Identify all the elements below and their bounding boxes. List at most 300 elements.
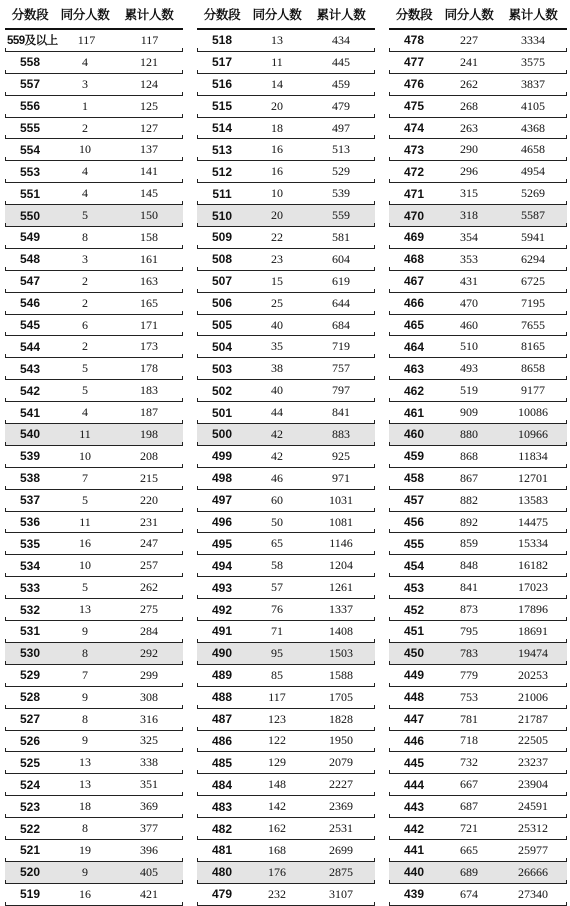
table-row <box>197 336 375 358</box>
cumulative-cell: 369 <box>140 799 158 814</box>
header-cumulative-count: 累计人数 <box>508 7 558 22</box>
score-cell: 486 <box>211 733 233 748</box>
same-count-cell: 665 <box>460 842 478 857</box>
table-row <box>197 161 375 183</box>
score-cell: 542 <box>19 383 41 398</box>
header-cumulative-count: 累计人数 <box>124 7 174 22</box>
same-count-cell: 8 <box>82 229 88 244</box>
same-count-cell: 15 <box>271 273 283 288</box>
score-cell: 454 <box>403 558 425 573</box>
score-cell: 442 <box>403 821 425 836</box>
score-cell: 513 <box>211 142 233 157</box>
cumulative-cell: 459 <box>332 76 350 91</box>
table-row <box>389 818 567 840</box>
same-count-cell: 129 <box>268 755 286 770</box>
cumulative-cell: 163 <box>140 273 158 288</box>
cumulative-cell: 10086 <box>518 405 548 420</box>
same-count-cell: 117 <box>268 689 286 704</box>
table-row <box>5 665 183 687</box>
score-cell: 488 <box>211 690 233 705</box>
same-count-cell: 4 <box>82 405 88 420</box>
score-cell: 526 <box>19 733 41 748</box>
table-row <box>5 30 183 52</box>
cumulative-cell: 1588 <box>329 667 353 682</box>
cumulative-cell: 421 <box>140 886 158 901</box>
cumulative-cell: 644 <box>332 295 350 310</box>
same-count-cell: 42 <box>271 426 283 441</box>
score-cell: 522 <box>19 821 41 836</box>
score-cell: 558 <box>19 55 41 70</box>
same-count-cell: 142 <box>268 799 286 814</box>
same-count-cell: 13 <box>79 755 91 770</box>
table-row <box>389 183 567 205</box>
cumulative-cell: 18691 <box>518 623 548 638</box>
table-row <box>197 118 375 140</box>
table-row <box>197 249 375 271</box>
table-header <box>389 0 567 30</box>
table-row <box>389 315 567 337</box>
cumulative-cell: 2079 <box>329 755 353 770</box>
same-count-cell: 22 <box>271 229 283 244</box>
table-row <box>197 818 375 840</box>
table-row <box>5 752 183 774</box>
score-cell: 468 <box>403 252 425 267</box>
table-row <box>389 424 567 446</box>
cumulative-cell: 14475 <box>518 514 548 529</box>
cumulative-cell: 1146 <box>329 536 353 551</box>
score-cell: 461 <box>403 405 425 420</box>
same-count-cell: 16 <box>79 536 91 551</box>
same-count-cell: 10 <box>79 558 91 573</box>
score-cell: 511 <box>212 186 232 201</box>
score-cell: 489 <box>211 668 233 683</box>
same-count-cell: 2 <box>82 295 88 310</box>
score-cell: 536 <box>19 515 41 530</box>
table-row <box>5 402 183 424</box>
score-cell: 467 <box>403 274 425 289</box>
table-row <box>197 424 375 446</box>
same-count-cell: 76 <box>271 602 283 617</box>
cumulative-cell: 338 <box>140 755 158 770</box>
same-count-cell: 50 <box>271 514 283 529</box>
cumulative-cell: 4368 <box>521 120 545 135</box>
score-cell: 451 <box>403 624 425 639</box>
table-row <box>389 468 567 490</box>
cumulative-cell: 1031 <box>329 492 353 507</box>
cumulative-cell: 7195 <box>521 295 545 310</box>
cumulative-cell: 325 <box>140 733 158 748</box>
cumulative-cell: 137 <box>140 142 158 157</box>
cumulative-cell: 883 <box>332 426 350 441</box>
cumulative-cell: 581 <box>332 229 350 244</box>
same-count-cell: 14 <box>271 76 283 91</box>
table-row <box>5 512 183 534</box>
same-count-cell: 848 <box>460 558 478 573</box>
table-row <box>197 96 375 118</box>
same-count-cell: 10 <box>271 186 283 201</box>
cumulative-cell: 121 <box>140 54 158 69</box>
table-row <box>5 205 183 227</box>
table-row <box>197 139 375 161</box>
score-cell: 463 <box>403 361 425 376</box>
same-count-cell: 687 <box>460 799 478 814</box>
same-count-cell: 841 <box>460 580 478 595</box>
table-row <box>5 227 183 249</box>
score-cell: 497 <box>211 493 233 508</box>
cumulative-cell: 2369 <box>329 799 353 814</box>
cumulative-cell: 8658 <box>521 361 545 376</box>
score-cell: 512 <box>211 164 233 179</box>
score-cell: 559及以上 <box>7 35 58 48</box>
score-cell: 543 <box>19 361 41 376</box>
same-count-cell: 58 <box>271 558 283 573</box>
table-row <box>197 402 375 424</box>
cumulative-cell: 20253 <box>518 667 548 682</box>
score-cell: 446 <box>403 733 425 748</box>
cumulative-cell: 178 <box>140 361 158 376</box>
score-cell: 507 <box>211 274 233 289</box>
table-row <box>5 818 183 840</box>
cumulative-cell: 141 <box>140 164 158 179</box>
cumulative-cell: 150 <box>140 208 158 223</box>
same-count-cell: 8 <box>82 711 88 726</box>
score-cell: 533 <box>19 580 41 595</box>
score-cell: 541 <box>19 405 41 420</box>
score-cell: 521 <box>19 843 41 858</box>
table-row <box>389 30 567 52</box>
table-row <box>197 774 375 796</box>
cumulative-cell: 308 <box>140 689 158 704</box>
cumulative-cell: 529 <box>332 164 350 179</box>
score-cell: 508 <box>211 252 233 267</box>
cumulative-cell: 619 <box>332 273 350 288</box>
score-cell: 453 <box>403 580 425 595</box>
cumulative-cell: 171 <box>140 317 158 332</box>
same-count-cell: 354 <box>460 229 478 244</box>
score-cell: 504 <box>211 339 233 354</box>
same-count-cell: 5 <box>82 383 88 398</box>
table-row <box>197 731 375 753</box>
score-cell: 510 <box>211 208 233 223</box>
score-cell: 506 <box>211 296 233 311</box>
header-same-score-count: 同分人数 <box>252 7 302 22</box>
same-count-cell: 296 <box>460 164 478 179</box>
cumulative-cell: 5269 <box>521 186 545 201</box>
same-count-cell: 1 <box>82 98 88 113</box>
cumulative-cell: 559 <box>332 208 350 223</box>
score-cell: 443 <box>403 799 425 814</box>
score-cell: 547 <box>19 274 41 289</box>
same-count-cell: 732 <box>460 755 478 770</box>
score-cell: 540 <box>19 427 41 442</box>
score-cell: 450 <box>403 646 425 661</box>
table-row <box>197 512 375 534</box>
same-count-cell: 40 <box>271 383 283 398</box>
score-table-column-1 <box>5 0 183 906</box>
table-row <box>197 752 375 774</box>
cumulative-cell: 7655 <box>521 317 545 332</box>
score-cell: 529 <box>19 668 41 683</box>
same-count-cell: 859 <box>460 536 478 551</box>
cumulative-cell: 479 <box>332 98 350 113</box>
score-cell: 545 <box>19 318 41 333</box>
table-row <box>5 599 183 621</box>
table-row <box>389 665 567 687</box>
same-count-cell: 5 <box>82 361 88 376</box>
header-score-range: 分数段 <box>203 7 241 22</box>
cumulative-cell: 145 <box>140 186 158 201</box>
score-cell: 487 <box>211 712 233 727</box>
table-row <box>197 621 375 643</box>
score-cell: 493 <box>211 580 233 595</box>
same-count-cell: 493 <box>460 361 478 376</box>
same-count-cell: 25 <box>271 295 283 310</box>
cumulative-cell: 4105 <box>521 98 545 113</box>
table-row <box>197 271 375 293</box>
same-count-cell: 20 <box>271 98 283 113</box>
table-row <box>389 227 567 249</box>
score-cell: 460 <box>403 427 425 442</box>
score-cell: 499 <box>211 449 233 464</box>
cumulative-cell: 1828 <box>329 711 353 726</box>
score-cell: 483 <box>211 799 233 814</box>
same-count-cell: 882 <box>460 492 478 507</box>
table-row <box>197 643 375 665</box>
table-row <box>5 796 183 818</box>
same-count-cell: 13 <box>79 777 91 792</box>
table-row <box>197 205 375 227</box>
same-count-cell: 9 <box>82 623 88 638</box>
same-count-cell: 4 <box>82 164 88 179</box>
score-cell: 473 <box>403 142 425 157</box>
cumulative-cell: 757 <box>332 361 350 376</box>
same-count-cell: 779 <box>460 667 478 682</box>
score-cell: 478 <box>403 33 425 48</box>
score-cell: 527 <box>19 712 41 727</box>
same-count-cell: 8 <box>82 645 88 660</box>
same-count-cell: 268 <box>460 98 478 113</box>
table-row <box>197 30 375 52</box>
score-cell: 492 <box>211 602 233 617</box>
same-count-cell: 667 <box>460 777 478 792</box>
same-count-cell: 3 <box>82 76 88 91</box>
table-row <box>197 358 375 380</box>
cumulative-cell: 292 <box>140 645 158 660</box>
table-row <box>197 599 375 621</box>
score-cell: 457 <box>403 493 425 508</box>
same-count-cell: 4 <box>82 186 88 201</box>
cumulative-cell: 5587 <box>521 208 545 223</box>
score-cell: 554 <box>19 142 41 157</box>
cumulative-cell: 26666 <box>518 864 548 879</box>
score-cell: 501 <box>211 405 233 420</box>
score-cell: 530 <box>19 646 41 661</box>
cumulative-cell: 284 <box>140 623 158 638</box>
table-row <box>197 687 375 709</box>
same-count-cell: 13 <box>271 32 283 47</box>
score-cell: 525 <box>19 755 41 770</box>
cumulative-cell: 158 <box>140 229 158 244</box>
table-row <box>389 862 567 884</box>
table-row <box>5 183 183 205</box>
score-cell: 475 <box>403 99 425 114</box>
score-cell: 458 <box>403 471 425 486</box>
cumulative-cell: 247 <box>140 536 158 551</box>
table-row <box>197 577 375 599</box>
same-count-cell: 290 <box>460 142 478 157</box>
same-count-cell: 11 <box>79 426 91 441</box>
cumulative-cell: 10966 <box>518 426 548 441</box>
score-cell: 462 <box>403 383 425 398</box>
same-count-cell: 16 <box>271 142 283 157</box>
table-row <box>5 555 183 577</box>
table-row <box>197 52 375 74</box>
table-row <box>197 533 375 555</box>
table-row <box>5 161 183 183</box>
cumulative-cell: 1950 <box>329 733 353 748</box>
cumulative-cell: 351 <box>140 777 158 792</box>
same-count-cell: 176 <box>268 864 286 879</box>
score-cell: 470 <box>403 208 425 223</box>
score-cell: 553 <box>19 164 41 179</box>
score-cell: 546 <box>19 296 41 311</box>
same-count-cell: 868 <box>460 448 478 463</box>
table-row <box>5 336 183 358</box>
table-header <box>5 0 183 30</box>
same-count-cell: 795 <box>460 623 478 638</box>
cumulative-cell: 1081 <box>329 514 353 529</box>
table-row <box>197 665 375 687</box>
cumulative-cell: 24591 <box>518 799 548 814</box>
table-row <box>197 380 375 402</box>
score-cell: 490 <box>211 646 233 661</box>
same-count-cell: 318 <box>460 208 478 223</box>
same-count-cell: 4 <box>82 54 88 69</box>
table-row <box>197 293 375 315</box>
table-row <box>197 862 375 884</box>
score-cell: 537 <box>19 493 41 508</box>
cumulative-cell: 604 <box>332 251 350 266</box>
cumulative-cell: 719 <box>332 339 350 354</box>
table-row <box>389 96 567 118</box>
table-row <box>389 752 567 774</box>
cumulative-cell: 208 <box>140 448 158 463</box>
cumulative-cell: 11834 <box>518 448 548 463</box>
table-row <box>389 840 567 862</box>
cumulative-cell: 3575 <box>521 54 545 69</box>
score-cell: 557 <box>19 77 41 92</box>
table-header <box>197 0 375 30</box>
cumulative-cell: 1337 <box>329 602 353 617</box>
table-row <box>5 74 183 96</box>
cumulative-cell: 21006 <box>518 689 548 704</box>
score-cell: 455 <box>403 536 425 551</box>
cumulative-cell: 2699 <box>329 842 353 857</box>
same-count-cell: 227 <box>460 32 478 47</box>
table-row <box>389 161 567 183</box>
table-row <box>389 687 567 709</box>
table-row <box>5 468 183 490</box>
score-cell: 531 <box>19 624 41 639</box>
table-row <box>5 52 183 74</box>
table-row <box>389 293 567 315</box>
cumulative-cell: 161 <box>140 251 158 266</box>
table-row <box>5 533 183 555</box>
score-cell: 502 <box>211 383 233 398</box>
cumulative-cell: 231 <box>140 514 158 529</box>
cumulative-cell: 25312 <box>518 821 548 835</box>
table-row <box>197 555 375 577</box>
same-count-cell: 168 <box>268 842 286 857</box>
table-row <box>5 621 183 643</box>
same-count-cell: 460 <box>460 317 478 332</box>
same-count-cell: 2 <box>82 339 88 354</box>
same-count-cell: 2 <box>82 120 88 135</box>
same-count-cell: 18 <box>79 799 91 814</box>
cumulative-cell: 22505 <box>518 733 548 748</box>
score-cell: 449 <box>403 668 425 683</box>
score-cell: 476 <box>403 77 425 92</box>
same-count-cell: 148 <box>268 777 286 792</box>
cumulative-cell: 215 <box>140 470 158 485</box>
cumulative-cell: 127 <box>140 120 158 135</box>
header-score-range: 分数段 <box>395 7 433 22</box>
score-cell: 556 <box>19 99 41 114</box>
cumulative-cell: 1705 <box>329 689 353 704</box>
score-cell: 509 <box>211 230 233 245</box>
same-count-cell: 3 <box>82 251 88 266</box>
cumulative-cell: 27340 <box>518 886 548 901</box>
same-count-cell: 674 <box>460 886 478 901</box>
same-count-cell: 85 <box>271 667 283 682</box>
score-cell: 550 <box>19 208 41 223</box>
table-row <box>389 249 567 271</box>
cumulative-cell: 173 <box>140 339 158 354</box>
cumulative-cell: 377 <box>140 821 158 835</box>
same-count-cell: 721 <box>460 821 478 835</box>
score-cell: 505 <box>211 318 233 333</box>
cumulative-cell: 165 <box>140 295 158 310</box>
score-cell: 528 <box>19 690 41 705</box>
score-cell: 494 <box>211 558 233 573</box>
score-cell: 485 <box>211 755 233 770</box>
cumulative-cell: 117 <box>140 32 159 47</box>
table-row <box>389 205 567 227</box>
table-row <box>5 687 183 709</box>
same-count-cell: 315 <box>460 186 478 201</box>
same-count-cell: 241 <box>460 54 478 69</box>
same-count-cell: 11 <box>79 514 91 529</box>
table-row <box>5 446 183 468</box>
table-row <box>197 884 375 906</box>
cumulative-cell: 2875 <box>329 864 353 879</box>
header-same-score-count: 同分人数 <box>60 7 110 22</box>
same-count-cell: 9 <box>82 689 88 704</box>
same-count-cell: 262 <box>460 76 478 91</box>
score-cell: 498 <box>211 471 233 486</box>
table-row <box>389 512 567 534</box>
cumulative-cell: 841 <box>332 405 350 420</box>
score-cell: 491 <box>211 624 233 639</box>
cumulative-cell: 125 <box>140 98 158 113</box>
table-row <box>389 74 567 96</box>
same-count-cell: 9 <box>82 733 88 748</box>
cumulative-cell: 4954 <box>521 164 545 179</box>
same-count-cell: 5 <box>82 492 88 507</box>
cumulative-cell: 183 <box>140 383 158 398</box>
same-count-cell: 35 <box>271 339 283 354</box>
same-count-cell: 5 <box>82 208 88 223</box>
